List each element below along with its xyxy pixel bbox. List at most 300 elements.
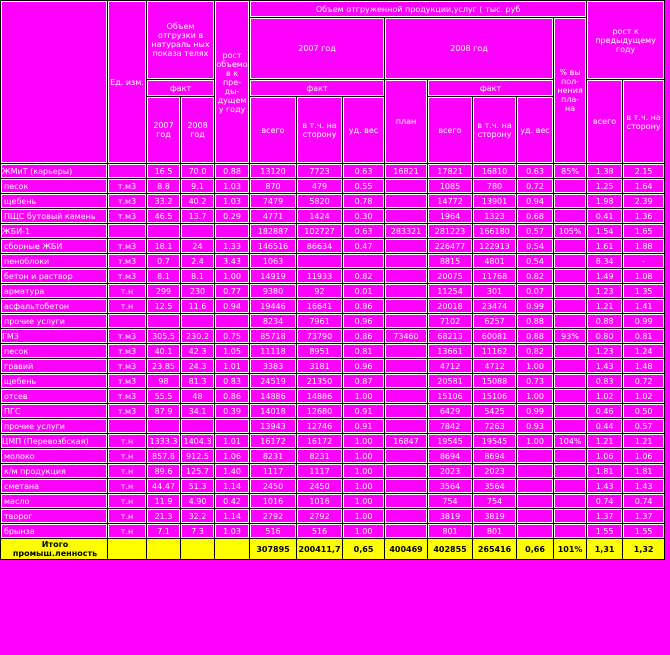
natural-2007: 98 <box>147 374 181 389</box>
outside-2007: 16641 <box>297 299 343 314</box>
total-value-2007: 307895 <box>250 539 297 560</box>
growth-outside: 0.99 <box>623 314 665 329</box>
table-row <box>1 359 665 374</box>
natural-growth: 0.29 <box>215 209 250 224</box>
natural-2008: 230.2 <box>181 329 215 344</box>
row-name: ЖБИ-1 <box>1 224 108 239</box>
share-2007: 0.96 <box>343 314 385 329</box>
natural-2008: 2.4 <box>181 254 215 269</box>
total-outside-2008: 265416 <box>473 539 517 560</box>
plan-value <box>385 524 428 539</box>
outside-2008: 122913 <box>473 239 517 254</box>
pct-plan <box>554 314 587 329</box>
outside-2008: 60081 <box>473 329 517 344</box>
growth-outside: 1.08 <box>623 269 665 284</box>
growth-total: 0.83 <box>587 374 623 389</box>
pct-plan <box>554 209 587 224</box>
header-share-2007: уд. вес <box>343 97 385 164</box>
row-name: песок <box>1 344 108 359</box>
natural-2008: 912.5 <box>181 449 215 464</box>
row-unit: т.м3 <box>108 344 147 359</box>
natural-2007: 44.47 <box>147 479 181 494</box>
table-row <box>1 299 665 314</box>
growth-outside: - <box>623 254 665 269</box>
header-total-2007: всего <box>250 97 297 164</box>
header-plan: план <box>385 80 428 164</box>
share-2007: 0.30 <box>343 209 385 224</box>
growth-total: 1.37 <box>587 509 623 524</box>
total-pct-plan: 101% <box>554 539 587 560</box>
natural-2007: 16.5 <box>147 164 181 179</box>
category-row <box>1 164 665 179</box>
pct-plan: 85% <box>554 164 587 179</box>
row-unit: т.м3 <box>108 209 147 224</box>
outside-2008: 2023 <box>473 464 517 479</box>
plan-value <box>385 509 428 524</box>
growth-total: 1.43 <box>587 479 623 494</box>
header-natural-2008: 2008 год <box>181 97 215 164</box>
plan-value: 16821 <box>385 164 428 179</box>
growth-total: 1.81 <box>587 464 623 479</box>
table-row <box>1 284 665 299</box>
growth-total: 1.49 <box>587 269 623 284</box>
growth-total: 0.74 <box>587 494 623 509</box>
share-2007: 0.55 <box>343 179 385 194</box>
header-fact-natural: факт <box>147 80 215 97</box>
total-empty <box>215 539 250 560</box>
natural-2007 <box>147 224 181 239</box>
plan-value: 16847 <box>385 434 428 449</box>
outside-2007: 1424 <box>297 209 343 224</box>
table-row <box>1 179 665 194</box>
pct-plan <box>554 269 587 284</box>
value-2007: 2792 <box>250 509 297 524</box>
outside-2008: 3564 <box>473 479 517 494</box>
row-unit: т.н <box>108 284 147 299</box>
outside-2008: 15088 <box>473 374 517 389</box>
header-growth-outside: в т.ч. на сторону <box>623 80 665 164</box>
share-2007: 0.63 <box>343 164 385 179</box>
share-2008: 0.68 <box>517 209 554 224</box>
table-row <box>1 314 665 329</box>
plan-value <box>385 374 428 389</box>
row-name: арматура <box>1 284 108 299</box>
row-unit <box>108 419 147 434</box>
natural-2008: 34.1 <box>181 404 215 419</box>
growth-total: 1.23 <box>587 344 623 359</box>
natural-growth: 1.06 <box>215 449 250 464</box>
natural-2007: 87.9 <box>147 404 181 419</box>
table-row <box>1 464 665 479</box>
pct-plan <box>554 239 587 254</box>
value-2007: 516 <box>250 524 297 539</box>
header-volume-value: Объем отгруженной продукции,услуг ( тыс. руб <box>250 1 587 18</box>
row-name: ПЩС бутовый камень <box>1 209 108 224</box>
growth-total: 1.98 <box>587 194 623 209</box>
pct-plan <box>554 194 587 209</box>
value-2008: 17821 <box>428 164 473 179</box>
natural-growth: 1.03 <box>215 194 250 209</box>
category-row <box>1 329 665 344</box>
growth-outside: 1.55 <box>623 524 665 539</box>
table-row <box>1 374 665 389</box>
plan-value <box>385 449 428 464</box>
natural-2007: 40.1 <box>147 344 181 359</box>
outside-2007: 21350 <box>297 374 343 389</box>
outside-2008: 19545 <box>473 434 517 449</box>
header-unit: Ед. изм. <box>108 1 147 164</box>
value-2008: 15106 <box>428 389 473 404</box>
value-2008: 13661 <box>428 344 473 359</box>
natural-growth <box>215 314 250 329</box>
share-2008 <box>517 479 554 494</box>
natural-2007: 857.8 <box>147 449 181 464</box>
outside-2007: 5820 <box>297 194 343 209</box>
row-unit: т.м3 <box>108 239 147 254</box>
growth-outside: 0.74 <box>623 494 665 509</box>
natural-2007: 33.2 <box>147 194 181 209</box>
pct-plan <box>554 524 587 539</box>
row-unit: т.м3 <box>108 194 147 209</box>
value-2007: 19446 <box>250 299 297 314</box>
value-2008: 226477 <box>428 239 473 254</box>
growth-outside: 0.50 <box>623 404 665 419</box>
header-share-2008: уд. вес <box>517 97 554 164</box>
row-unit: т.м3 <box>108 179 147 194</box>
share-2007: 0.63 <box>343 224 385 239</box>
natural-growth: 1.05 <box>215 344 250 359</box>
value-2008: 1964 <box>428 209 473 224</box>
row-name: к/м продукция <box>1 464 108 479</box>
natural-2007: 299 <box>147 284 181 299</box>
growth-outside: 1.64 <box>623 179 665 194</box>
outside-2008: 5425 <box>473 404 517 419</box>
natural-2008 <box>181 224 215 239</box>
natural-2008: 24.3 <box>181 359 215 374</box>
share-2007: 1.00 <box>343 509 385 524</box>
plan-value <box>385 254 428 269</box>
outside-2007: 7723 <box>297 164 343 179</box>
value-2008: 801 <box>428 524 473 539</box>
row-name: прочие услуги <box>1 419 108 434</box>
natural-2008: 8.1 <box>181 269 215 284</box>
growth-outside: 2.15 <box>623 164 665 179</box>
natural-growth: 1.03 <box>215 179 250 194</box>
natural-2008: 48 <box>181 389 215 404</box>
outside-2008: 3819 <box>473 509 517 524</box>
growth-outside: 2.39 <box>623 194 665 209</box>
header-outside-2007: в т.ч. на сторону <box>297 97 343 164</box>
value-2007: 1063 <box>250 254 297 269</box>
natural-2008: 4.90 <box>181 494 215 509</box>
value-2008: 68213 <box>428 329 473 344</box>
row-name: молоко <box>1 449 108 464</box>
total-value-2008: 402855 <box>428 539 473 560</box>
outside-2008: 8694 <box>473 449 517 464</box>
table-row <box>1 389 665 404</box>
natural-growth: 1.00 <box>215 269 250 284</box>
value-2008: 20018 <box>428 299 473 314</box>
row-name: щебень <box>1 194 108 209</box>
natural-growth: 1.01 <box>215 434 250 449</box>
value-2007: 7479 <box>250 194 297 209</box>
natural-2008: 9.1 <box>181 179 215 194</box>
plan-value <box>385 209 428 224</box>
value-2007: 14919 <box>250 269 297 284</box>
value-2007: 11118 <box>250 344 297 359</box>
outside-2007: 1117 <box>297 464 343 479</box>
natural-2007: 23.85 <box>147 359 181 374</box>
natural-growth: 1.40 <box>215 464 250 479</box>
pct-plan <box>554 299 587 314</box>
outside-2008: 11162 <box>473 344 517 359</box>
share-2008: 0.72 <box>517 179 554 194</box>
share-2008: 1.00 <box>517 359 554 374</box>
row-unit: т.н <box>108 299 147 314</box>
share-2007: 0.01 <box>343 284 385 299</box>
row-unit <box>108 314 147 329</box>
value-2008: 6429 <box>428 404 473 419</box>
outside-2008: 754 <box>473 494 517 509</box>
share-2008: 0.73 <box>517 374 554 389</box>
value-2007: 8231 <box>250 449 297 464</box>
outside-2007: 92 <box>297 284 343 299</box>
natural-growth: 0.88 <box>215 164 250 179</box>
row-unit: т.м3 <box>108 404 147 419</box>
value-2008: 7842 <box>428 419 473 434</box>
pct-plan <box>554 359 587 374</box>
value-2007: 2450 <box>250 479 297 494</box>
outside-2007: 1016 <box>297 494 343 509</box>
value-2008: 1085 <box>428 179 473 194</box>
row-name: щебень <box>1 374 108 389</box>
natural-2007: 46.5 <box>147 209 181 224</box>
share-2008 <box>517 464 554 479</box>
share-2007: 1.00 <box>343 389 385 404</box>
natural-2007: 18.1 <box>147 239 181 254</box>
row-unit <box>108 224 147 239</box>
natural-2007: 89.6 <box>147 464 181 479</box>
growth-total: 0.46 <box>587 404 623 419</box>
share-2007 <box>343 254 385 269</box>
value-2007: 1016 <box>250 494 297 509</box>
row-name: ПГС <box>1 404 108 419</box>
share-2008 <box>517 524 554 539</box>
share-2007: 0.47 <box>343 239 385 254</box>
value-2007: 4771 <box>250 209 297 224</box>
natural-2007: 1333.3 <box>147 434 181 449</box>
growth-outside: 0.72 <box>623 374 665 389</box>
share-2008: 0.93 <box>517 419 554 434</box>
outside-2007: 16172 <box>297 434 343 449</box>
share-2007: 0.91 <box>343 404 385 419</box>
outside-2008: 801 <box>473 524 517 539</box>
growth-outside: 1.81 <box>623 464 665 479</box>
growth-outside: 1.37 <box>623 509 665 524</box>
value-2007: 146516 <box>250 239 297 254</box>
outside-2007: 479 <box>297 179 343 194</box>
growth-total: 1.21 <box>587 434 623 449</box>
pct-plan <box>554 494 587 509</box>
natural-2007 <box>147 314 181 329</box>
growth-outside: 1.21 <box>623 434 665 449</box>
outside-2007: 11933 <box>297 269 343 284</box>
row-name: ЖМиТ (карьеры) <box>1 164 108 179</box>
natural-growth: 0.83 <box>215 374 250 389</box>
value-2008: 281223 <box>428 224 473 239</box>
outside-2007: 12746 <box>297 419 343 434</box>
share-2008: 0.99 <box>517 404 554 419</box>
share-2007: 1.00 <box>343 464 385 479</box>
header-growth-total: всего <box>587 80 623 164</box>
share-2007: 1.00 <box>343 494 385 509</box>
growth-outside: 1.36 <box>623 209 665 224</box>
outside-2008: 166180 <box>473 224 517 239</box>
value-2008: 14772 <box>428 194 473 209</box>
pct-plan <box>554 464 587 479</box>
growth-total: 1.23 <box>587 284 623 299</box>
share-2008: 0.88 <box>517 329 554 344</box>
natural-2008: 125.7 <box>181 464 215 479</box>
share-2008: 0.63 <box>517 164 554 179</box>
natural-2007: 12.5 <box>147 299 181 314</box>
growth-outside: 1.02 <box>623 389 665 404</box>
natural-2007: 8.8 <box>147 179 181 194</box>
growth-total: 1.54 <box>587 224 623 239</box>
growth-outside: 1.06 <box>623 449 665 464</box>
value-2008: 4712 <box>428 359 473 374</box>
total-empty <box>108 539 147 560</box>
share-2008: 0.54 <box>517 254 554 269</box>
row-unit: т.н <box>108 449 147 464</box>
row-name: гравий <box>1 359 108 374</box>
natural-growth: 3.43 <box>215 254 250 269</box>
value-2008: 8815 <box>428 254 473 269</box>
share-2008: 1.00 <box>517 434 554 449</box>
row-unit: т.м3 <box>108 389 147 404</box>
value-2007: 13943 <box>250 419 297 434</box>
header-total-2008: всего <box>428 97 473 164</box>
outside-2007: 12680 <box>297 404 343 419</box>
natural-2008: 7.3 <box>181 524 215 539</box>
share-2007: 1.00 <box>343 434 385 449</box>
outside-2008: 4712 <box>473 359 517 374</box>
share-2007: 0.86 <box>343 299 385 314</box>
table-row <box>1 239 665 254</box>
category-row <box>1 434 665 449</box>
natural-2008 <box>181 314 215 329</box>
row-name: брынза <box>1 524 108 539</box>
row-name: отсев <box>1 389 108 404</box>
growth-total: 1.61 <box>587 239 623 254</box>
plan-value <box>385 419 428 434</box>
growth-total: 0.41 <box>587 209 623 224</box>
total-share-2007: 0,65 <box>343 539 385 560</box>
share-2007: 0.87 <box>343 374 385 389</box>
row-unit: т.н <box>108 494 147 509</box>
plan-value <box>385 464 428 479</box>
plan-value: 283321 <box>385 224 428 239</box>
outside-2008: 301 <box>473 284 517 299</box>
outside-2008: 780 <box>473 179 517 194</box>
plan-value <box>385 314 428 329</box>
growth-total: 1.25 <box>587 179 623 194</box>
table-row <box>1 524 665 539</box>
pct-plan: 104% <box>554 434 587 449</box>
table-row <box>1 494 665 509</box>
value-2007: 16172 <box>250 434 297 449</box>
natural-2007: 7.1 <box>147 524 181 539</box>
outside-2007: 2450 <box>297 479 343 494</box>
table-row <box>1 269 665 284</box>
outside-2008: 11768 <box>473 269 517 284</box>
natural-2007: 8.1 <box>147 269 181 284</box>
share-2008: 0.82 <box>517 344 554 359</box>
value-2008: 19545 <box>428 434 473 449</box>
natural-2008: 40.2 <box>181 194 215 209</box>
growth-outside: 1.24 <box>623 344 665 359</box>
natural-growth: 1.33 <box>215 239 250 254</box>
total-empty <box>181 539 215 560</box>
value-2007: 85718 <box>250 329 297 344</box>
pct-plan <box>554 419 587 434</box>
share-2007: 0.86 <box>343 329 385 344</box>
value-2008: 20581 <box>428 374 473 389</box>
total-growth-outside: 1,32 <box>623 539 665 560</box>
natural-2008: 70.0 <box>181 164 215 179</box>
natural-2008: 11.6 <box>181 299 215 314</box>
value-2007: 182887 <box>250 224 297 239</box>
share-2008: 0.94 <box>517 194 554 209</box>
natural-2008 <box>181 419 215 434</box>
row-name: пеноблоки <box>1 254 108 269</box>
value-2008: 20075 <box>428 269 473 284</box>
growth-total: 1.43 <box>587 359 623 374</box>
total-share-2008: 0,66 <box>517 539 554 560</box>
share-2007: 0.81 <box>343 344 385 359</box>
value-2007: 870 <box>250 179 297 194</box>
natural-growth: 1.14 <box>215 479 250 494</box>
natural-2008: 42.3 <box>181 344 215 359</box>
row-unit: т.м3 <box>108 329 147 344</box>
share-2008 <box>517 494 554 509</box>
header-outside-2008: в т.ч. на сторону <box>473 97 517 164</box>
growth-outside: 0.57 <box>623 419 665 434</box>
row-name: сметана <box>1 479 108 494</box>
outside-2008: 1323 <box>473 209 517 224</box>
row-name: ЦМП (Перевозбская) <box>1 434 108 449</box>
header-natural-2007: 2007 год <box>147 97 181 164</box>
header-blank <box>1 1 108 164</box>
growth-outside: 1.41 <box>623 299 665 314</box>
outside-2007: 8231 <box>297 449 343 464</box>
natural-2007: 21.3 <box>147 509 181 524</box>
row-unit: т.м3 <box>108 359 147 374</box>
row-name: прочие услуги <box>1 314 108 329</box>
natural-growth: 1.03 <box>215 524 250 539</box>
share-2007: 1.00 <box>343 524 385 539</box>
header-pct-plan: % вы пол- нения пла- на <box>554 18 587 164</box>
row-name: творог <box>1 509 108 524</box>
pct-plan <box>554 254 587 269</box>
natural-growth: 0.42 <box>215 494 250 509</box>
value-2007: 9380 <box>250 284 297 299</box>
natural-2008: 81.3 <box>181 374 215 389</box>
growth-outside: 1.65 <box>623 224 665 239</box>
table-row <box>1 449 665 464</box>
natural-2008: 51.3 <box>181 479 215 494</box>
value-2008: 754 <box>428 494 473 509</box>
